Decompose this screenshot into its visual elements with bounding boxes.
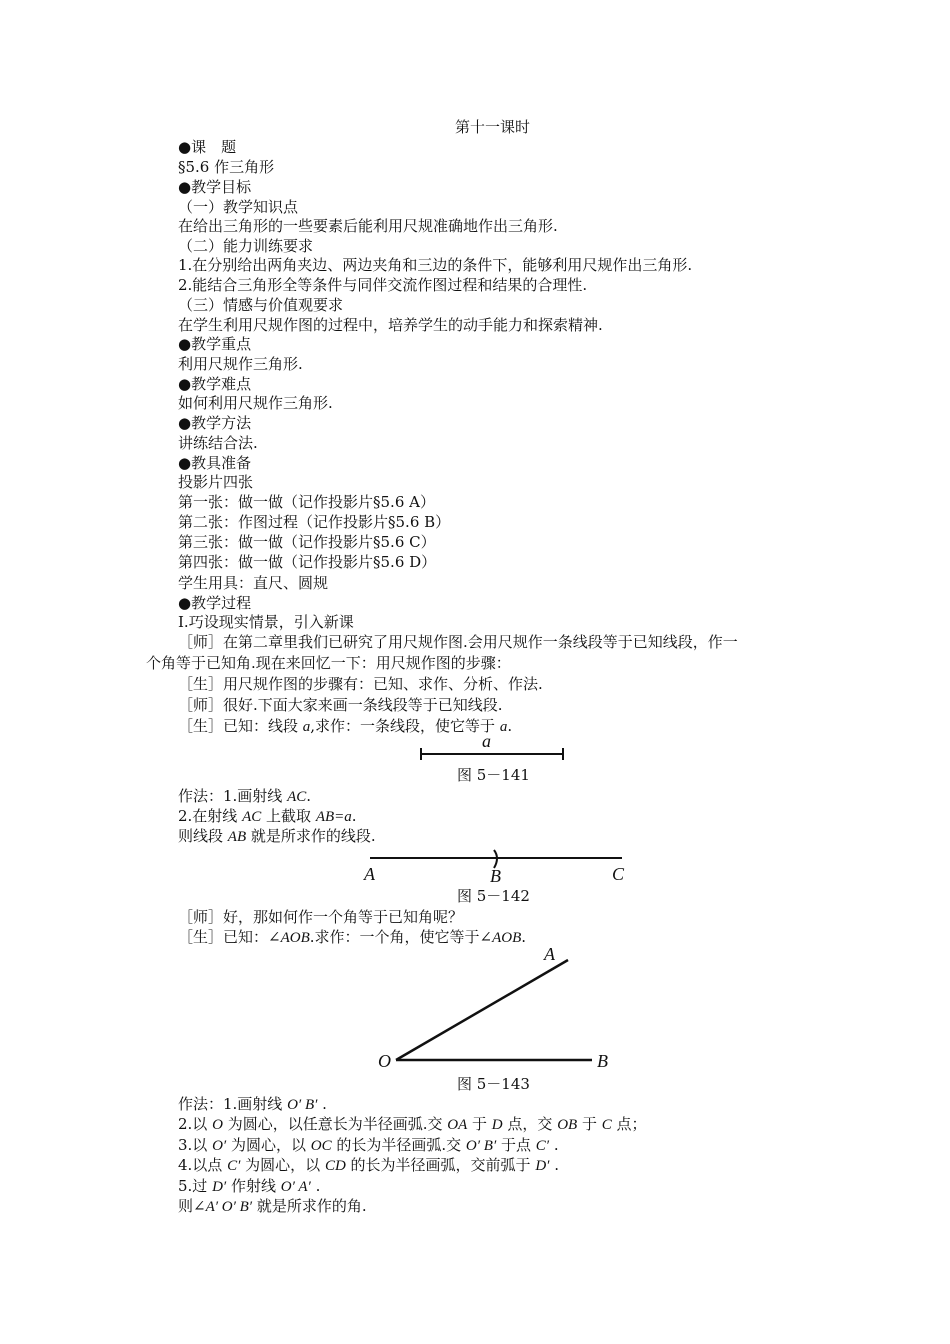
student-answer-2: ［生］已知：线段 a,求作：一条线段，使它等于 a. bbox=[178, 717, 513, 735]
point-label-O: O bbox=[378, 1051, 391, 1071]
construction-conclusion: 则线段 AB 就是所求作的线段. bbox=[178, 827, 376, 845]
angle-conclusion: 则∠A′ O′ B′ 就是所求作的角. bbox=[178, 1197, 367, 1215]
figure-141-segment bbox=[415, 730, 570, 762]
construction-step-2: 2.在射线 AC 上截取 AB=a. bbox=[178, 807, 357, 825]
heading-difficulties: ●教学难点 bbox=[178, 375, 252, 393]
lesson-title: 第十一课时 bbox=[454, 118, 530, 136]
subheading-knowledge: （一）教学知识点 bbox=[178, 198, 299, 216]
student-answer-3: ［生］已知：∠AOB.求作：一个角，使它等于∠AOB. bbox=[178, 928, 527, 946]
point-label-A: A bbox=[544, 944, 555, 964]
student-answer-1: ［生］用尺规作图的步骤有：已知、求作、分析、作法. bbox=[178, 675, 543, 693]
subheading-values: （三）情感与价值观要求 bbox=[178, 296, 344, 314]
heading-topic: ●课 题 bbox=[178, 138, 237, 156]
section-title: §5.6 作三角形 bbox=[178, 158, 275, 176]
figure-143-angle bbox=[370, 942, 620, 1072]
heading-process: ●教学过程 bbox=[178, 594, 252, 612]
student-tools: 学生用具：直尺、圆规 bbox=[178, 574, 329, 592]
heading-key-points: ●教学重点 bbox=[178, 335, 252, 353]
teacher-line-2: ［师］很好.下面大家来画一条线段等于已知线段. bbox=[178, 696, 503, 714]
figure-141-caption: 图 5－141 bbox=[457, 766, 530, 784]
angle-step-2: 2.以 O 为圆心，以任意长为半径画弧.交 OA 于 D 点，交 OB 于 C 点； bbox=[178, 1115, 647, 1133]
point-label-A: A bbox=[364, 864, 375, 884]
materials-text: 投影片四张 bbox=[178, 473, 254, 491]
segment-label-a: a bbox=[482, 731, 491, 751]
teacher-line-3: ［师］好，那如何作一个角等于已知角呢？ bbox=[178, 908, 464, 926]
slide-1: 第一张：做一做（记作投影片§5.6 A） bbox=[178, 493, 435, 511]
values-text: 在学生利用尺规作图的过程中，培养学生的动手能力和探索精神. bbox=[178, 316, 603, 334]
ability-item-2: 2.能结合三角形全等条件与同伴交流作图过程和结果的合理性. bbox=[178, 276, 588, 294]
point-label-B: B bbox=[597, 1051, 608, 1071]
ability-item-1: 1.在分别给出两角夹边、两边夹角和三边的条件下，能够利用尺规作出三角形. bbox=[178, 256, 693, 274]
heading-materials: ●教具准备 bbox=[178, 454, 252, 472]
slide-4: 第四张：做一做（记作投影片§5.6 D） bbox=[178, 553, 437, 571]
subheading-ability: （二）能力训练要求 bbox=[178, 237, 314, 255]
angle-step-3: 3.以 O′ 为圆心，以 OC 的长为半径画弧.交 O′ B′ 于点 C′ . bbox=[178, 1136, 559, 1154]
knowledge-text: 在给出三角形的一些要素后能利用尺规准确地作出三角形. bbox=[178, 217, 558, 235]
figure-142-ray bbox=[360, 848, 635, 888]
slide-2: 第二张：作图过程（记作投影片§5.6 B） bbox=[178, 513, 451, 531]
heading-objectives: ●教学目标 bbox=[178, 178, 252, 196]
construction-step-1: 作法：1.画射线 AC. bbox=[178, 787, 312, 805]
point-label-B: B bbox=[490, 866, 501, 886]
slide-3: 第三张：做一做（记作投影片§5.6 C） bbox=[178, 533, 436, 551]
figure-143-caption: 图 5－143 bbox=[457, 1075, 530, 1093]
angle-step-4: 4.以点 C′ 为圆心，以 CD 的长为半径画弧，交前弧于 D′ . bbox=[178, 1156, 559, 1174]
point-label-C: C bbox=[612, 864, 625, 884]
method-text: 讲练结合法. bbox=[178, 434, 258, 452]
teacher-paragraph-line-2: 个角等于已知角.现在来回忆一下：用尺规作图的步骤： bbox=[146, 654, 511, 672]
angle-step-5: 5.过 D′ 作射线 O′ A′ . bbox=[178, 1177, 321, 1195]
heading-method: ●教学方法 bbox=[178, 414, 252, 432]
teacher-paragraph-line-1: ［师］在第二章里我们已研究了用尺规作图.会用尺规作一条线段等于已知线段，作一 bbox=[178, 633, 738, 651]
difficulties-text: 如何利用尺规作三角形. bbox=[178, 394, 333, 412]
angle-step-1: 作法：1.画射线 O′ B′ . bbox=[178, 1095, 327, 1113]
key-points-text: 利用尺规作三角形. bbox=[178, 355, 303, 373]
figure-142-caption: 图 5－142 bbox=[457, 887, 530, 905]
process-step-1: Ⅰ.巧设现实情景，引入新课 bbox=[178, 613, 354, 631]
